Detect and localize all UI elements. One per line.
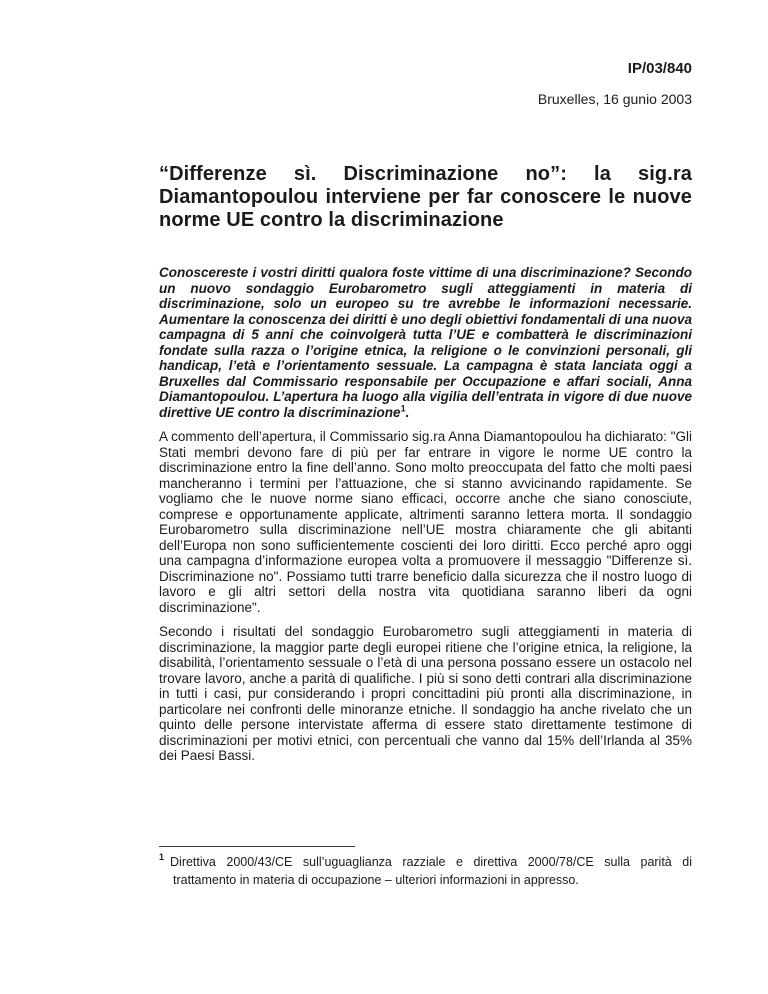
footnote-marker: 1 <box>159 852 165 863</box>
lead-closing-period: . <box>405 404 410 420</box>
press-release-reference: IP/03/840 <box>627 60 692 77</box>
lead-paragraph <box>159 265 692 420</box>
body-paragraph-2: Secondo i risultati del sondaggio Eurobarometro sugli atteggiamenti in materia di discriminazione, la maggior parte degli europei ritiene che l’origine etnica, la religione, la disabilità, l’orientamento sessuale o l’età di una persona possano essere un ostacolo nel trovare lavoro, anche a parità di qualifiche. I più si sono detti contrari alla discriminazione in tutti i casi, pur considerando i propri concittadini più pronti alla discriminazione, in particolare nei confronti delle minoranze etniche. Il sondaggio ha anche rivelato che un quinto delle persone intervistate afferma di essere stato direttamente testimone di discriminazioni per motivi etnici, con percentuali che vanno dal 15% dell’Irlanda al 35% dei Paesi Bassi. <box>159 624 692 763</box>
document-header <box>159 60 692 107</box>
dateline: Bruxelles, 16 gunio 2003 <box>537 91 692 107</box>
document-title: “Differenze sì. Discriminazione no”: la sig.ra Diamantopoulou interviene per far conoscere le nuove norme UE contro la discriminazione <box>159 163 692 231</box>
footnote-reference-superscript: 1 <box>400 403 406 413</box>
footnote-separator <box>159 846 355 847</box>
footnote <box>159 853 692 890</box>
body-paragraph-1: A commento dell’apertura, il Commissario sig.ra Anna Diamantopoulou ha dichiarato: "Gli Stati membri devono fare di più per far entrare in vigore le norme UE contro la discriminazione entro la fine dell’anno. Sono molto preoccupata del fatto che molti paesi mancheranno i termini per l’attuazione, che si stanno avvicinando rapidamente. Se vogliamo che le nuove norme siano efficaci, occorre anche che siano conosciute, comprese e opportunamente applicate, altrimenti saranno lettera morta. Il sondaggio Eurobarometro sulla discriminazione nell’UE mostra chiaramente che gli abitanti dell’Europa non sono sufficientemente coscienti dei loro diritti. Ecco perché apro oggi una campagna d’informazione europea volta a promuovere il messaggio "Differenze sì. Discriminazione no". Possiamo tutti trarre beneficio dalla sicurezza che il nostro luogo di lavoro e gli altri settori della nostra vita quotidiana saranno liberi da ogni discriminazione". <box>159 429 692 615</box>
lead-text: Conoscereste i vostri diritti qualora foste vittime di una discriminazione? Secondo un nuovo sondaggio Eurobarometro sugli atteggiamenti in materia di discriminazione, solo un europeo su tre avrebbe le informazioni necessarie. Aumentare la conoscenza dei diritti è uno degli obiettivi fondamentali di una nuova campagna di 5 anni che coinvolgerà tutta l’UE e combatterà le discriminazioni fondate sulla razza o l’origine etnica, la religione o le convinzioni personali, gli handicap, l’età e l’orientamento sessuale. La campagna è stata lanciata oggi a Bruxelles dal Commissario responsabile per Occupazione e affari sociali, Anna Diamantopoulou. L’apertura ha luogo alla vigilia dell’entrata in vigore di due nuove direttive UE contro la discriminazione <box>159 265 692 420</box>
footnote-area <box>159 846 692 890</box>
footnote-text: Direttiva 2000/43/CE sull’uguaglianza razziale e direttiva 2000/78/CE sulla parità di trattamento in materia di occupazione – ulteriori informazioni in appresso. <box>170 854 692 887</box>
